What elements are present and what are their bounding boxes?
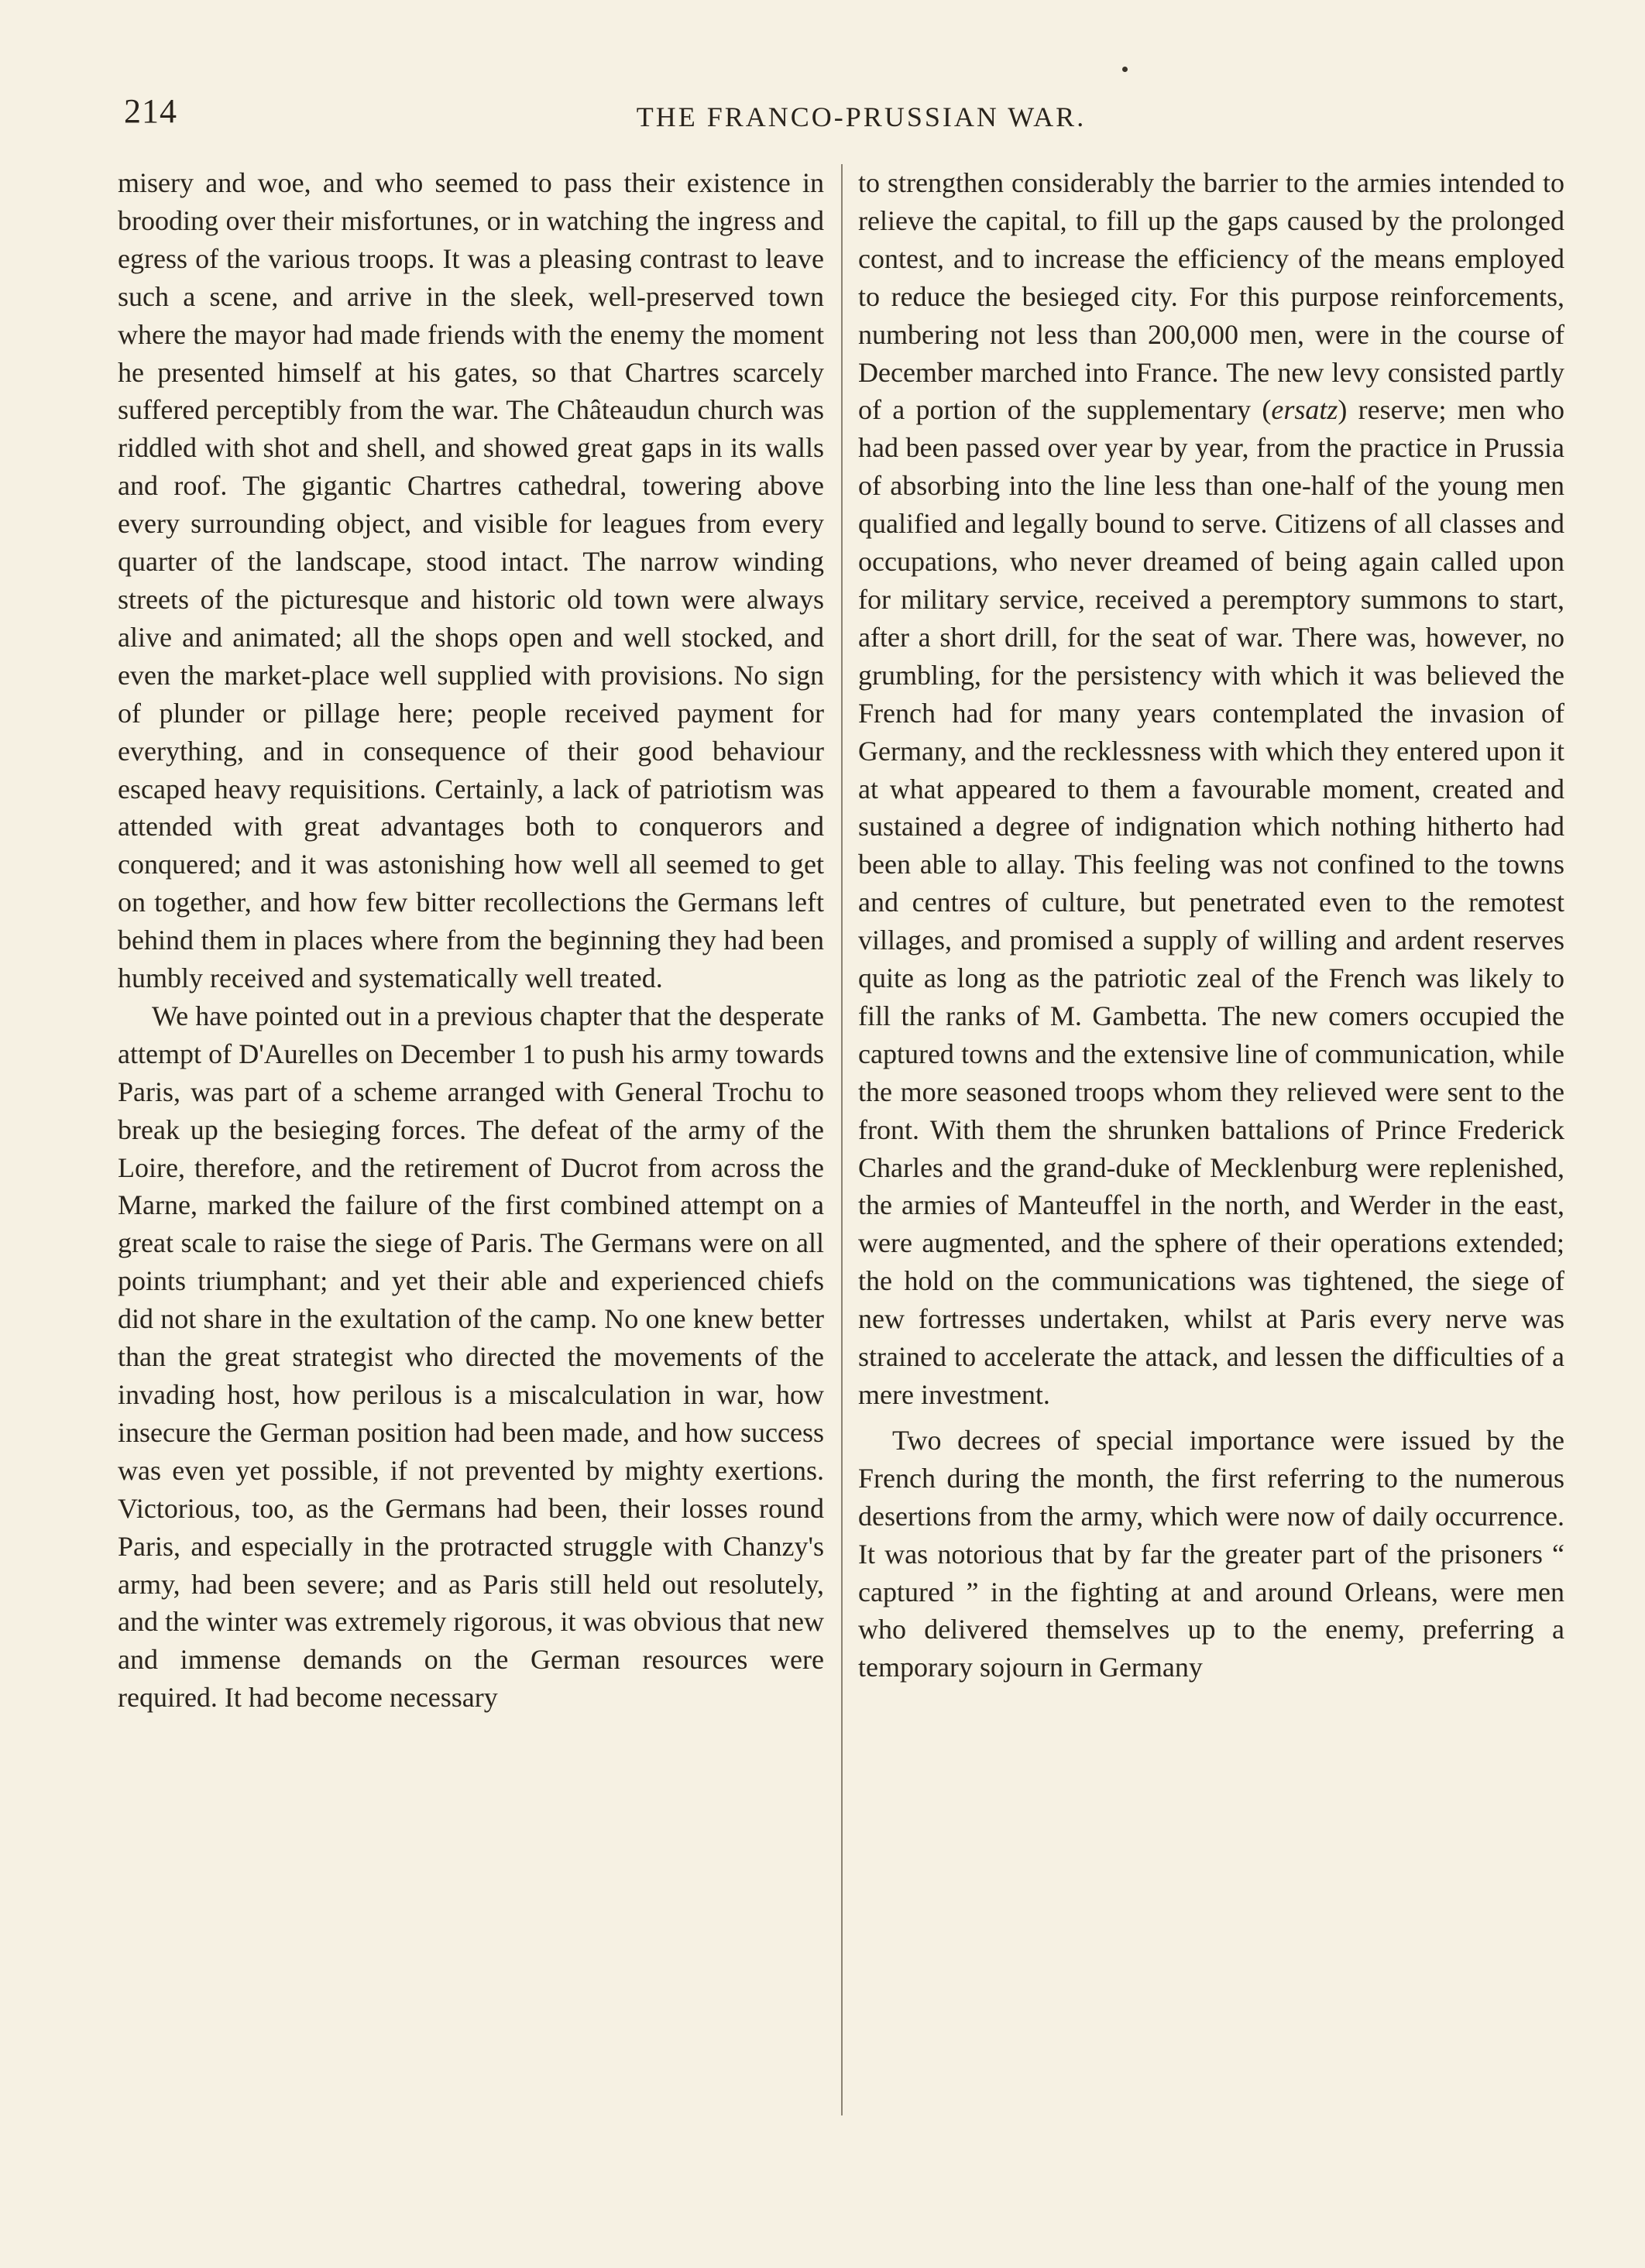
column-divider [841, 164, 843, 2115]
left-column [118, 164, 824, 1717]
ersatz-term: ersatz [1271, 394, 1338, 426]
running-title: THE FRANCO-PRUSSIAN WAR. [636, 101, 1087, 132]
right-paragraph-2: Two decrees of special importance were issued by the French during the month, the first referring to the numerous desertions from the army, which were now of daily occurrence. It was notorious that by far the greater part of the prisoners “ captured ” in the fighting at and around Orleans, were men who delivered themselves up to the enemy, preferring a temporary sojourn in Germany [858, 1424, 1564, 1683]
ink-speck [1122, 67, 1128, 72]
right-column [858, 164, 1564, 1686]
page-number: 214 [124, 92, 177, 130]
right-paragraph-1: to strengthen considerably the barrier to the armies intended to relieve the capital, to fill up the gaps caused by the prolonged contest, and to increase the efficiency of the means employed to reduce the besieged city. For this purpose reinforcements, numbering not less than 200,000 men, were in the course of December marched into France. The new levy consisted partly of a portion of the supplementary (ersatz) reserve; men who had been passed over year by year, from the practice in Prussia of absorbing into the line less than one-half of the young men qualified and legally bound to serve. Citizens of all classes and occupations, who never dreamed of being again called upon for military service, received a peremptory summons to start, after a short drill, for the seat of war. There was, however, no grumbling, for the persistency with which it was believed the French had for many years contemplated the invasion of Germany, and the recklessness with which they entered upon it at what appeared to them a favourable moment, created and sustained a degree of indignation which nothing hitherto had been able to allay. This feeling was not confined to the towns and centres of culture, but penetrated even to the remotest villages, and promised a supply of willing and ardent reserves quite as long as the patriotic zeal of the French was likely to fill the ranks of M. Gambetta. The new comers occupied the captured towns and the extensive line of communication, while the more seasoned troops whom they relieved were sent to the front. With them the shrunken battalions of Prince Frederick Charles and the grand-duke of Mecklenburg were replenished, the armies of Manteuffel in the north, and Werder in the east, were augmented, and the sphere of their operations extended; the hold on the communications was tightened, the siege of new fortresses undertaken, whilst at Paris every nerve was strained to accelerate the attack, and lessen the difficulties of a mere investment. [858, 167, 1565, 1410]
left-paragraph-1: misery and woe, and who seemed to pass their existence in brooding over their misfortunes, or in watching the ingress and egress of the various troops. It was a pleasing contrast to leave such a scene, and arrive in the sleek, well-preserved town where the mayor had made friends with the enemy the moment he presented himself at his gates, so that Chartres scarcely suffered perceptibly from the war. The Châteaudun church was riddled with shot and shell, and showed great gaps in its walls and roof. The gigantic Chartres cathedral, towering above every surrounding object, and visible for leagues from every quarter of the landscape, stood intact. The narrow winding streets of the picturesque and historic old town were always alive and animated; all the shops open and well stocked, and even the market-place well supplied with provisions. No sign of plunder or pillage here; people received payment for everything, and in consequence of their good behaviour escaped heavy requisitions. Certainly, a lack of patriotism was attended with great advantages both to conquerors and conquered; and it was astonishing how well all seemed to get on together, and how few bitter recollections the Germans left behind them in places where from the beginning they had been humbly received and systematically well treated. [118, 167, 824, 994]
left-paragraph-2: We have pointed out in a previous chapter that the desperate attempt of D'Aurelles on December 1 to push his army towards Paris, was part of a scheme arranged with General Trochu to break up the besieging forces. The defeat of the army of the Loire, therefore, and the retirement of Ducrot from across the Marne, marked the failure of the first combined attempt on a great scale to raise the siege of Paris. The Germans were on all points triumphant; and yet their able and experienced chiefs did not share in the exultation of the camp. No one knew better than the great strategist who directed the movements of the invading host, how perilous is a miscalculation in war, how insecure the German position had been made, and how success was even yet possible, if not prevented by mighty exertions. Victorious, too, as the Germans had been, their losses round Paris, and especially in the protracted struggle with Chanzy's army, had been severe; and as Paris still held out resolutely, and the winter was extremely rigorous, it was obvious that new and immense demands on the German resources were required. It had become necessary [118, 1000, 824, 1714]
